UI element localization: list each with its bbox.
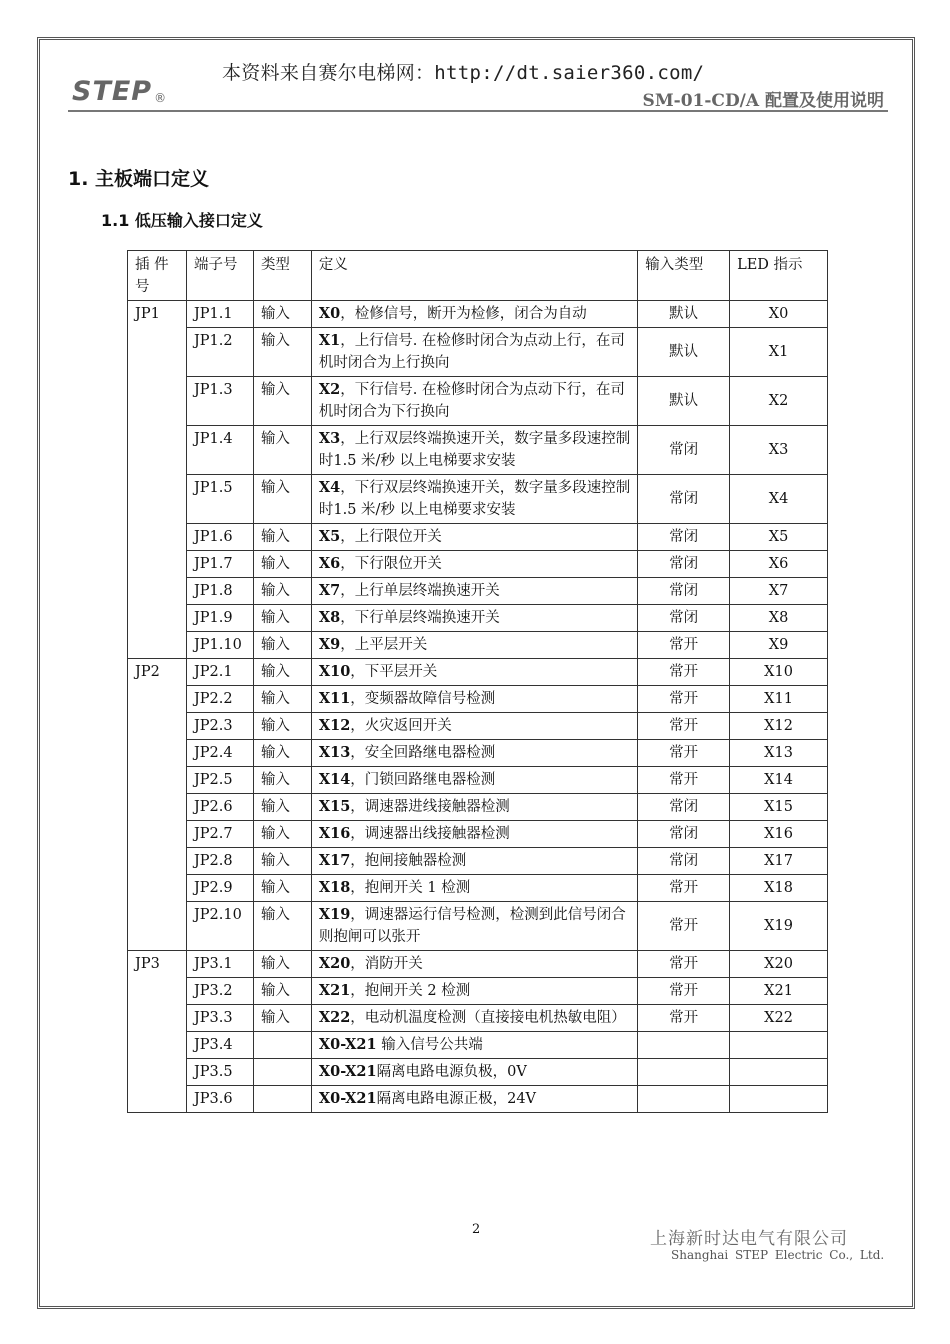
type-cell: 输入	[253, 377, 311, 426]
type-cell: 输入	[253, 426, 311, 475]
terminal-cell: JP1.9	[186, 605, 253, 632]
table-row	[128, 328, 828, 377]
definition-cell	[311, 328, 637, 377]
terminal-cell: JP2.6	[186, 794, 253, 821]
type-cell: 输入	[253, 902, 311, 951]
signal-description: ，上平层开关	[340, 637, 428, 653]
port-definition-table	[127, 250, 828, 1113]
definition-cell	[311, 1086, 637, 1113]
definition-cell	[311, 605, 637, 632]
signal-code: X8	[318, 609, 341, 626]
input-type-cell	[638, 1032, 730, 1059]
signal-description: ，电动机温度检测（直接接电机热敏电阻）	[350, 1010, 626, 1026]
signal-code: X0-X21	[318, 1090, 377, 1107]
led-cell: X12	[730, 713, 828, 740]
type-cell: 输入	[253, 605, 311, 632]
definition-cell	[311, 475, 637, 524]
signal-code: X18	[318, 879, 351, 896]
terminal-cell: JP2.2	[186, 686, 253, 713]
terminal-cell: JP1.8	[186, 578, 253, 605]
led-cell: X21	[730, 978, 828, 1005]
signal-code: X22	[318, 1009, 351, 1026]
definition-cell	[311, 821, 637, 848]
led-cell: X4	[730, 475, 828, 524]
type-cell: 输入	[253, 475, 311, 524]
input-type-cell: 常闭	[638, 605, 730, 632]
table-row	[128, 524, 828, 551]
led-cell: X2	[730, 377, 828, 426]
type-cell: 输入	[253, 978, 311, 1005]
signal-description: ，调速器出线接触器检测	[350, 826, 510, 842]
signal-code: X21	[318, 982, 351, 999]
terminal-cell: JP2.5	[186, 767, 253, 794]
signal-code: X0-X21	[318, 1063, 377, 1080]
input-type-cell: 常闭	[638, 426, 730, 475]
led-cell: X11	[730, 686, 828, 713]
definition-cell	[311, 740, 637, 767]
table-row	[128, 821, 828, 848]
signal-code: X4	[318, 479, 341, 496]
terminal-cell: JP2.10	[186, 902, 253, 951]
input-type-cell	[638, 1086, 730, 1113]
led-cell: X10	[730, 659, 828, 686]
input-type-cell: 默认	[638, 301, 730, 328]
input-type-cell: 常闭	[638, 524, 730, 551]
type-cell: 输入	[253, 713, 311, 740]
input-type-cell: 常开	[638, 686, 730, 713]
terminal-cell: JP1.7	[186, 551, 253, 578]
signal-description: ，变频器故障信号检测	[350, 691, 496, 707]
logo-text: STEP	[72, 76, 153, 107]
type-cell: 输入	[253, 1005, 311, 1032]
header-input-type: 输入类型	[638, 251, 730, 301]
signal-description: ，上行双层终端换速开关，数字量多段速控制时1.5 米/秒 以上电梯要求安装	[318, 431, 631, 469]
subsection-heading: 1.1 低压输入接口定义	[101, 211, 263, 230]
registered-mark: ®	[154, 91, 168, 105]
header-terminal: 端子号	[186, 251, 253, 301]
signal-code: X0	[318, 305, 341, 322]
signal-description: ，火灾返回开关	[350, 718, 452, 734]
led-cell: X14	[730, 767, 828, 794]
signal-code: X12	[318, 717, 351, 734]
terminal-cell: JP2.8	[186, 848, 253, 875]
table-row	[128, 578, 828, 605]
input-type-cell: 常开	[638, 659, 730, 686]
step-logo	[72, 76, 167, 107]
signal-description: ，下行双层终端换速开关，数字量多段速控制时1.5 米/秒 以上电梯要求安装	[318, 480, 631, 518]
table-header-row	[128, 251, 828, 301]
led-cell	[730, 1086, 828, 1113]
input-type-cell	[638, 1059, 730, 1086]
led-cell: X15	[730, 794, 828, 821]
signal-description: ，调速器进线接触器检测	[350, 799, 510, 815]
table-row	[128, 978, 828, 1005]
led-cell: X3	[730, 426, 828, 475]
table-row	[128, 902, 828, 951]
signal-description: ，抱闸接触器检测	[350, 853, 467, 869]
table-row	[128, 475, 828, 524]
table-row	[128, 551, 828, 578]
type-cell: 输入	[253, 794, 311, 821]
table-row	[128, 951, 828, 978]
company-name-cn: 上海新时达电气有限公司	[650, 1229, 848, 1249]
signal-description: ，下行限位开关	[340, 556, 442, 572]
header-type: 类型	[253, 251, 311, 301]
terminal-cell: JP2.1	[186, 659, 253, 686]
header-led: LED 指示	[730, 251, 828, 301]
terminal-cell: JP3.2	[186, 978, 253, 1005]
signal-code: X19	[318, 906, 351, 923]
type-cell: 输入	[253, 659, 311, 686]
led-cell: X7	[730, 578, 828, 605]
led-cell: X1	[730, 328, 828, 377]
led-cell: X18	[730, 875, 828, 902]
signal-code: X15	[318, 798, 351, 815]
signal-description: ，下行单层终端换速开关	[340, 610, 500, 626]
definition-cell	[311, 1032, 637, 1059]
source-notice: 本资料来自赛尔电梯网：http://dt.saier360.com/	[222, 62, 705, 84]
type-cell: 输入	[253, 578, 311, 605]
table-row	[128, 1005, 828, 1032]
terminal-cell: JP3.3	[186, 1005, 253, 1032]
signal-description: ，上行单层终端换速开关	[340, 583, 500, 599]
type-cell: 输入	[253, 875, 311, 902]
signal-description: ，上行信号. 在检修时闭合为点动上行，在司机时闭合为上行换向	[318, 333, 625, 371]
input-type-cell: 常开	[638, 902, 730, 951]
type-cell: 输入	[253, 686, 311, 713]
type-cell	[253, 1059, 311, 1086]
definition-cell	[311, 767, 637, 794]
definition-cell	[311, 551, 637, 578]
signal-description: ，上行限位开关	[340, 529, 442, 545]
led-cell: X17	[730, 848, 828, 875]
terminal-cell: JP1.6	[186, 524, 253, 551]
type-cell: 输入	[253, 328, 311, 377]
signal-code: X9	[318, 636, 341, 653]
definition-cell	[311, 301, 637, 328]
table-row	[128, 740, 828, 767]
signal-code: X11	[318, 690, 351, 707]
definition-cell	[311, 426, 637, 475]
definition-cell	[311, 848, 637, 875]
table-row	[128, 377, 828, 426]
signal-description: ，安全回路继电器检测	[350, 745, 496, 761]
table-row	[128, 713, 828, 740]
table-row	[128, 632, 828, 659]
definition-cell	[311, 951, 637, 978]
type-cell: 输入	[253, 740, 311, 767]
type-cell	[253, 1032, 311, 1059]
terminal-cell: JP2.9	[186, 875, 253, 902]
definition-cell	[311, 1059, 637, 1086]
input-type-cell: 常开	[638, 951, 730, 978]
terminal-cell: JP2.4	[186, 740, 253, 767]
terminal-cell: JP3.5	[186, 1059, 253, 1086]
definition-cell	[311, 875, 637, 902]
signal-description: ，抱闸开关 1 检测	[350, 880, 471, 896]
company-name-en: Shanghai STEP Electric Co., Ltd.	[671, 1248, 885, 1262]
input-type-cell: 默认	[638, 328, 730, 377]
signal-description: ，门锁回路继电器检测	[350, 772, 496, 788]
led-cell: X8	[730, 605, 828, 632]
type-cell: 输入	[253, 524, 311, 551]
led-cell: X6	[730, 551, 828, 578]
signal-description: 隔离电路电源正极，24V	[376, 1091, 537, 1107]
signal-description: 隔离电路电源负极，0V	[376, 1064, 527, 1080]
table-row	[128, 1032, 828, 1059]
signal-code: X13	[318, 744, 351, 761]
signal-code: X5	[318, 528, 341, 545]
signal-code: X16	[318, 825, 351, 842]
input-type-cell: 常开	[638, 632, 730, 659]
signal-code: X1	[318, 332, 341, 349]
led-cell: X16	[730, 821, 828, 848]
led-cell	[730, 1032, 828, 1059]
section-heading: 1. 主板端口定义	[68, 168, 210, 190]
terminal-cell: JP3.6	[186, 1086, 253, 1113]
terminal-cell: JP1.4	[186, 426, 253, 475]
input-type-cell: 常闭	[638, 821, 730, 848]
table-row	[128, 301, 828, 328]
type-cell: 输入	[253, 951, 311, 978]
signal-description: ，消防开关	[350, 956, 423, 972]
type-cell: 输入	[253, 632, 311, 659]
definition-cell	[311, 713, 637, 740]
signal-code: X14	[318, 771, 351, 788]
input-type-cell: 常闭	[638, 475, 730, 524]
input-type-cell: 常开	[638, 875, 730, 902]
definition-cell	[311, 1005, 637, 1032]
type-cell: 输入	[253, 848, 311, 875]
definition-cell	[311, 686, 637, 713]
signal-code: X2	[318, 381, 341, 398]
type-cell: 输入	[253, 821, 311, 848]
signal-description: ，调速器运行信号检测，检测到此信号闭合则抱闸可以张开	[318, 907, 626, 945]
table-row	[128, 848, 828, 875]
definition-cell	[311, 578, 637, 605]
input-type-cell: 常开	[638, 740, 730, 767]
led-cell: X5	[730, 524, 828, 551]
table-row	[128, 1059, 828, 1086]
input-type-cell: 常开	[638, 978, 730, 1005]
signal-code: X6	[318, 555, 341, 572]
signal-code: X3	[318, 430, 341, 447]
led-cell: X22	[730, 1005, 828, 1032]
definition-cell	[311, 659, 637, 686]
input-type-cell: 常开	[638, 1005, 730, 1032]
led-cell: X20	[730, 951, 828, 978]
terminal-cell: JP3.4	[186, 1032, 253, 1059]
header-divider	[68, 110, 888, 112]
signal-code: X7	[318, 582, 341, 599]
table-row	[128, 686, 828, 713]
definition-cell	[311, 794, 637, 821]
type-cell	[253, 1086, 311, 1113]
led-cell: X9	[730, 632, 828, 659]
document-title: SM-01-CD/A 配置及使用说明	[642, 91, 884, 111]
definition-cell	[311, 377, 637, 426]
signal-code: X17	[318, 852, 351, 869]
terminal-cell: JP2.7	[186, 821, 253, 848]
definition-cell	[311, 902, 637, 951]
page-number: 2	[472, 1222, 481, 1237]
input-type-cell: 常闭	[638, 794, 730, 821]
input-type-cell: 默认	[638, 377, 730, 426]
terminal-cell: JP1.1	[186, 301, 253, 328]
led-cell	[730, 1059, 828, 1086]
plug-cell: JP3	[128, 951, 187, 1113]
type-cell: 输入	[253, 767, 311, 794]
table-row	[128, 1086, 828, 1113]
terminal-cell: JP1.5	[186, 475, 253, 524]
signal-code: X20	[318, 955, 351, 972]
input-type-cell: 常闭	[638, 848, 730, 875]
header-definition: 定义	[311, 251, 637, 301]
type-cell: 输入	[253, 551, 311, 578]
terminal-cell: JP2.3	[186, 713, 253, 740]
input-type-cell: 常开	[638, 767, 730, 794]
input-type-cell: 常闭	[638, 551, 730, 578]
definition-cell	[311, 978, 637, 1005]
signal-description: 输入信号公共端	[376, 1037, 483, 1053]
table-row	[128, 794, 828, 821]
table-row	[128, 426, 828, 475]
signal-code: X0-X21	[318, 1036, 377, 1053]
terminal-cell: JP1.3	[186, 377, 253, 426]
terminal-cell: JP1.10	[186, 632, 253, 659]
signal-description: ，抱闸开关 2 检测	[350, 983, 471, 999]
signal-description: ，下平层开关	[350, 664, 438, 680]
type-cell: 输入	[253, 301, 311, 328]
input-type-cell: 常开	[638, 713, 730, 740]
plug-cell: JP1	[128, 301, 187, 659]
signal-description: ，下行信号. 在检修时闭合为点动下行，在司机时闭合为下行换向	[318, 382, 625, 420]
terminal-cell: JP3.1	[186, 951, 253, 978]
definition-cell	[311, 524, 637, 551]
table-row	[128, 875, 828, 902]
plug-cell: JP2	[128, 659, 187, 951]
table-row	[128, 767, 828, 794]
header-plug: 插 件 号	[128, 251, 187, 301]
signal-code: X10	[318, 663, 351, 680]
led-cell: X0	[730, 301, 828, 328]
signal-description: ，检修信号，断开为检修，闭合为自动	[340, 306, 587, 322]
terminal-cell: JP1.2	[186, 328, 253, 377]
led-cell: X19	[730, 902, 828, 951]
led-cell: X13	[730, 740, 828, 767]
table-row	[128, 659, 828, 686]
table-row	[128, 605, 828, 632]
input-type-cell: 常闭	[638, 578, 730, 605]
definition-cell	[311, 632, 637, 659]
